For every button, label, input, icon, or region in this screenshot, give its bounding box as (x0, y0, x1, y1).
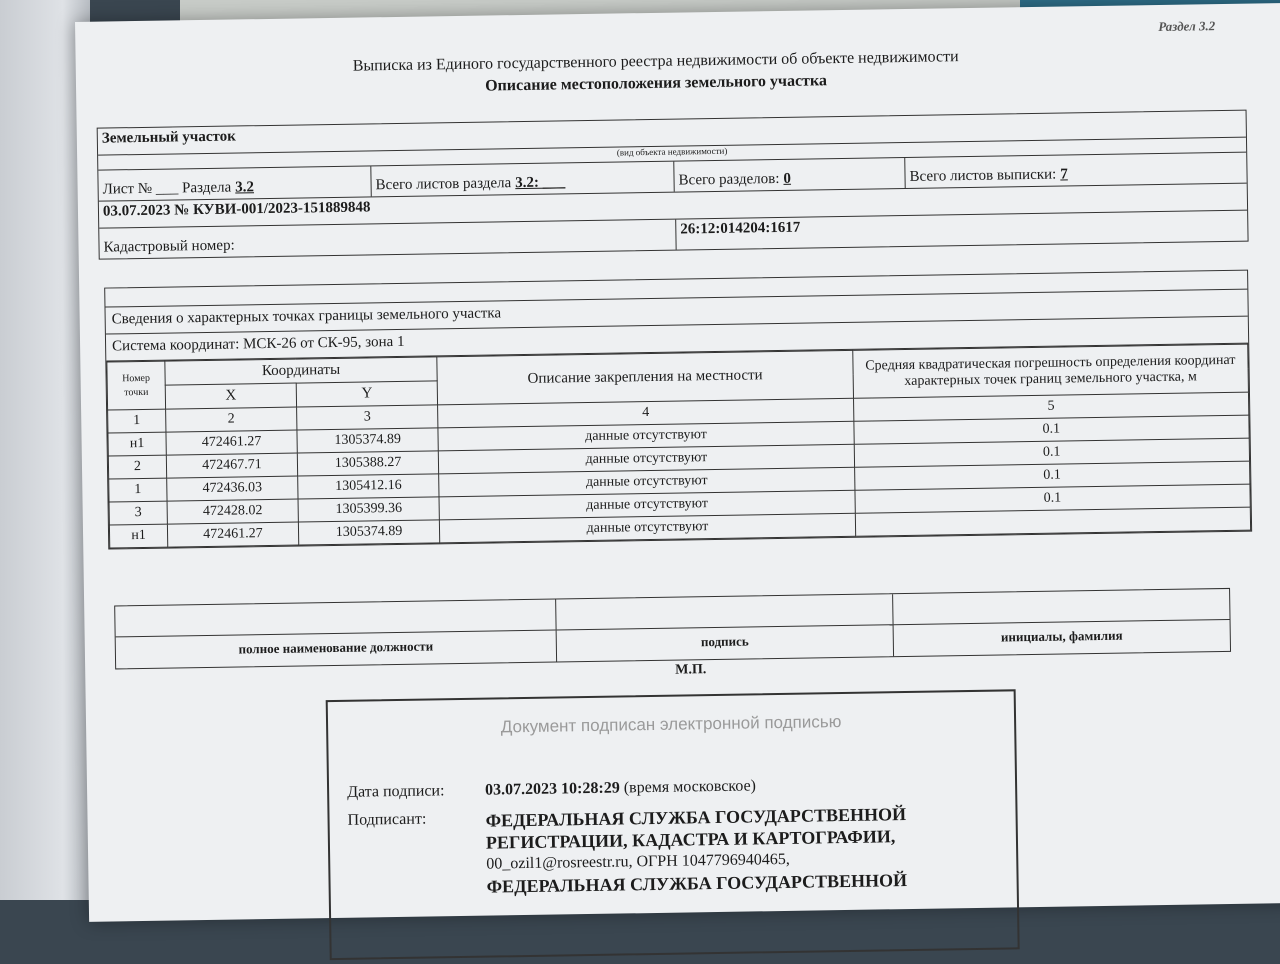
doc-number: 03.07.2023 № КУВИ-001/2023-151889848 (102, 199, 371, 220)
document-header (76, 42, 1237, 104)
position-field (115, 600, 557, 669)
signature-block (114, 588, 1231, 670)
boundary-points-block (104, 270, 1252, 550)
point-description: данные отсутствуют (439, 467, 855, 497)
section-corner-label: Раздел 3.2 (1158, 18, 1216, 34)
point-description: данные отсутствуют (439, 490, 855, 520)
position-caption: полное наименование должности (238, 638, 434, 657)
total-section-sheets-value: 3.2: ___ (515, 174, 566, 192)
col-coordinates: Координаты (165, 357, 438, 385)
object-info-block (97, 110, 1249, 260)
point-description: данные отсутствуют (440, 513, 856, 543)
point-y: 1305399.36 (298, 497, 440, 522)
point-x: 472461.27 (166, 430, 297, 455)
point-accuracy (855, 507, 1251, 536)
name-caption: инициалы, фамилия (1000, 627, 1123, 645)
document-subtitle: Описание местоположения земельного участка (484, 72, 828, 95)
e-signature-stamp (326, 689, 1020, 960)
point-number: 2 (108, 455, 166, 479)
sign-date-note: (время московское) (623, 777, 757, 797)
cadastral-number: 26:12:014204:1617 (680, 219, 801, 238)
point-accuracy: 0.1 (854, 415, 1250, 444)
total-extract-sheets-label: Всего листов выписки: (909, 166, 1057, 185)
coordinate-system: Система координат: МСК-26 от СК-95, зона 1 (106, 317, 1248, 362)
sign-date (485, 777, 756, 799)
point-y: 1305388.27 (297, 451, 439, 476)
object-kind: Земельный участок (101, 128, 236, 147)
point-number: н1 (108, 432, 166, 456)
point-description: данные отсутствуют (438, 421, 854, 451)
point-number: н1 (109, 524, 167, 548)
point-accuracy: 0.1 (854, 461, 1250, 490)
total-section-sheets (371, 162, 674, 197)
total-extract-sheets-value: 7 (1060, 166, 1068, 183)
col-x: X (165, 383, 296, 409)
point-accuracy: 0.1 (855, 484, 1251, 513)
signer-line: 00_ozil1@rosreestr.ru, ОГРН 1047796940465, (486, 850, 790, 873)
sign-date-value: 03.07.2023 10:28:29 (484, 779, 620, 799)
sign-date-row (347, 774, 997, 802)
col-point-number: Номер точки (107, 361, 166, 410)
sign-date-label: Дата подписи: (346, 782, 445, 801)
signer-line: ФЕДЕРАЛЬНАЯ СЛУЖБА ГОСУДАРСТВЕННОЙ (485, 804, 907, 831)
signature-caption: подпись (700, 633, 749, 650)
point-y: 1305374.89 (297, 428, 439, 453)
boundary-points-table (106, 344, 1251, 549)
col-accuracy: Средняя квадратическая погрешность определения координат характерных точек границ земельного участка, м (852, 344, 1248, 398)
point-y: 1305374.89 (298, 520, 440, 545)
point-number: 3 (109, 501, 167, 525)
sheet-section: 3.2 (235, 179, 255, 196)
signer (485, 803, 907, 898)
stamp-mark: М.П. (675, 662, 707, 678)
point-x: 472436.03 (167, 476, 298, 501)
sheet-label: Лист № ___ Раздела (102, 179, 232, 198)
point-x: 472467.71 (166, 453, 297, 478)
sheet-number (98, 166, 371, 200)
point-accuracy: 0.1 (854, 438, 1250, 467)
col-number: 1 (108, 409, 166, 433)
total-section-sheets-label: Всего листов раздела (375, 175, 512, 194)
total-sections-label: Всего разделов: (678, 170, 780, 189)
cadastral-label: Кадастровый номер: (99, 220, 676, 259)
object-kind-caption: (вид объекта недвижимости) (616, 145, 728, 158)
signer-row (347, 802, 998, 900)
signature-field (556, 594, 894, 661)
signer-label: Подписант: (347, 810, 427, 829)
point-x: 472428.02 (167, 499, 298, 524)
point-y: 1305412.16 (298, 474, 440, 499)
point-x: 472461.27 (167, 522, 298, 547)
point-description: данные отсутствуют (438, 444, 854, 474)
col-number: 2 (165, 407, 296, 432)
col-number: 3 (297, 405, 439, 430)
name-field (893, 589, 1230, 656)
point-number: 1 (109, 478, 167, 502)
signer-line: РЕГИСТРАЦИИ, КАДАСТРА И КАРТОГРАФИИ, (485, 826, 896, 853)
total-sections-value: 0 (783, 170, 792, 187)
total-sections (674, 158, 905, 192)
col-number: 4 (438, 398, 854, 428)
points-section-title: Сведения о характерных точках границы земельного участка (105, 290, 1247, 335)
col-description: Описание закрепления на местности (437, 350, 853, 405)
total-extract-sheets (905, 153, 1246, 188)
col-number: 5 (853, 392, 1249, 421)
document-title: Выписка из Единого государственного реестра недвижимости об объекте недвижимости (352, 48, 959, 75)
e-signature-title: Документ подписан электронной подписью (500, 712, 842, 737)
col-y: Y (296, 381, 438, 407)
document-page (75, 3, 1280, 922)
signer-line: ФЕДЕРАЛЬНАЯ СЛУЖБА ГОСУДАРСТВЕННОЙ (486, 870, 908, 897)
